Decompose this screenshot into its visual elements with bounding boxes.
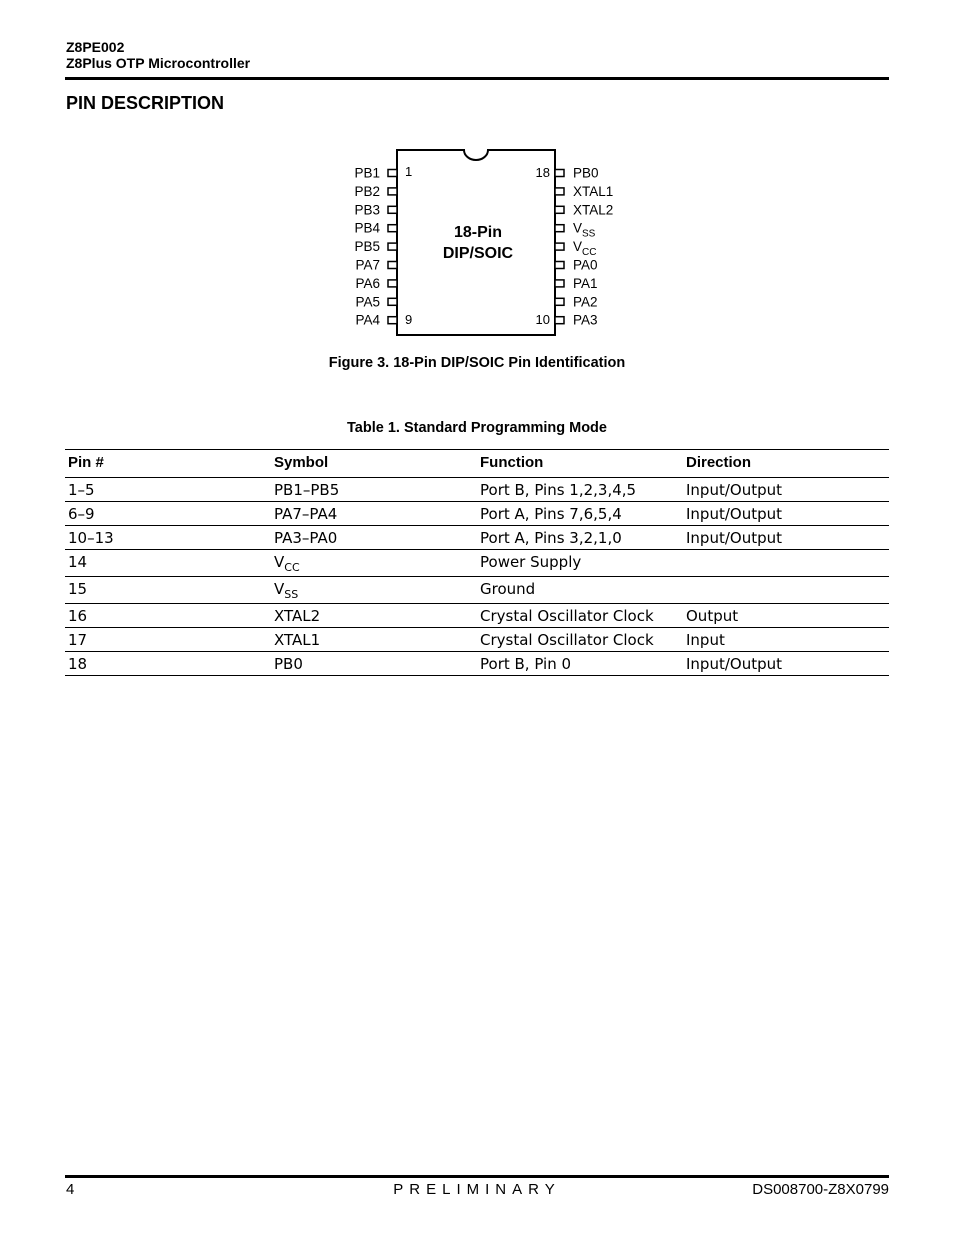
- pin-number-18: 18: [535, 165, 550, 180]
- right-pin-name: XTAL2: [573, 202, 614, 218]
- direction-cell: [683, 577, 889, 604]
- pin-cell-text: 17: [68, 631, 88, 649]
- right-pin-label: [573, 313, 598, 328]
- left-pin-label: PA6: [355, 275, 380, 291]
- package-label-line1: 18-Pin: [453, 224, 503, 241]
- header-rule: [65, 77, 889, 80]
- left-pin-label: PB3: [354, 202, 380, 218]
- pin-stub: [555, 243, 564, 250]
- left-pin-label: PB1: [354, 165, 380, 181]
- pin-cell-text: 16: [68, 607, 88, 625]
- header-part-number: Z8PE002: [66, 39, 125, 55]
- pin-stub: [555, 262, 564, 269]
- right-pin-label: [573, 258, 598, 273]
- left-pin-group: [354, 166, 397, 328]
- symbol-cell: [271, 604, 477, 628]
- pin-cell: [65, 577, 271, 604]
- function-cell: [477, 478, 683, 502]
- right-pin-name: PA2: [573, 294, 598, 310]
- direction-cell-text: Input/Output: [686, 529, 782, 547]
- pin-cell-text: 14: [68, 553, 88, 571]
- pin-stub: [555, 280, 564, 287]
- left-pin-label: PB2: [354, 183, 380, 199]
- table-row: [65, 526, 889, 550]
- symbol-cell: [271, 628, 477, 652]
- function-cell-text: Port A, Pins 7,6,5,4: [480, 505, 622, 523]
- pin-stub: [388, 262, 397, 269]
- table-row: [65, 604, 889, 628]
- pin-number-10: 10: [535, 312, 550, 327]
- pin-cell-text: 1–5: [68, 481, 95, 499]
- header-function: Function: [477, 450, 683, 478]
- symbol-cell: [271, 526, 477, 550]
- pin-stub: [388, 170, 397, 177]
- pin-stub: [388, 280, 397, 287]
- right-pin-subscript: CC: [582, 247, 597, 259]
- pin-cell: [65, 478, 271, 502]
- pin-cell: [65, 550, 271, 577]
- table-body: [65, 478, 889, 676]
- page-number: 4: [66, 1181, 75, 1198]
- symbol-cell-text: PB1–PB5: [274, 481, 340, 499]
- function-cell-text: Power Supply: [480, 553, 582, 571]
- pin-stub: [388, 206, 397, 213]
- right-pin-subscript: SS: [582, 228, 596, 240]
- pin-cell: [65, 628, 271, 652]
- pin-stub: [388, 188, 397, 195]
- symbol-cell-text: XTAL2: [274, 607, 321, 625]
- direction-cell: [683, 550, 889, 577]
- direction-cell-text: Input: [686, 631, 725, 649]
- header-symbol: Symbol: [271, 450, 477, 478]
- right-pin-name: PB0: [573, 165, 599, 181]
- function-cell: [477, 526, 683, 550]
- right-pin-label: [573, 202, 613, 217]
- pin-stub: [388, 243, 397, 250]
- pin-stub: [555, 317, 564, 324]
- pin-cell: [65, 502, 271, 526]
- programming-mode-table: [65, 449, 889, 676]
- package-label-line2: DIP/SOIC: [442, 245, 514, 262]
- symbol-subscript: CC: [284, 561, 300, 574]
- chip-body: [397, 150, 555, 335]
- right-pin-label: [573, 184, 613, 199]
- symbol-cell-text: XTAL1: [274, 631, 321, 649]
- function-cell-text: Port A, Pins 3,2,1,0: [480, 529, 622, 547]
- right-pin-name: PA0: [573, 257, 598, 273]
- symbol-cell-text: PA3–PA0: [274, 529, 338, 547]
- section-title: PIN DESCRIPTION: [66, 93, 225, 113]
- function-cell: [477, 628, 683, 652]
- pin-stub: [555, 298, 564, 305]
- pin-stub: [388, 317, 397, 324]
- left-pin-label: PB4: [354, 220, 380, 236]
- right-pin-name: PA1: [573, 275, 598, 291]
- document-id: DS008700-Z8X0799: [752, 1181, 889, 1198]
- pin-number-9: 9: [405, 312, 413, 327]
- footer-rule: [65, 1175, 889, 1178]
- function-cell: [477, 604, 683, 628]
- function-cell-text: Ground: [480, 580, 536, 598]
- right-pin-label: [573, 166, 599, 181]
- pin-cell-text: 6–9: [68, 505, 95, 523]
- pin-stub: [388, 225, 397, 232]
- right-pin-name: PA3: [573, 312, 598, 328]
- right-pin-group: [555, 166, 613, 328]
- right-pin-label: [573, 221, 596, 240]
- right-pin-label: [573, 239, 596, 258]
- symbol-cell-text: V: [274, 580, 285, 598]
- symbol-subscript: SS: [284, 588, 299, 601]
- pin-stub: [555, 206, 564, 213]
- pin-stub: [555, 188, 564, 195]
- symbol-cell: [271, 577, 477, 604]
- header-product-name: Z8Plus OTP Microcontroller: [66, 55, 251, 71]
- table-row: [65, 502, 889, 526]
- pin-cell: [65, 652, 271, 676]
- direction-cell: [683, 526, 889, 550]
- function-cell: [477, 652, 683, 676]
- function-cell: [477, 502, 683, 526]
- left-pin-label: PA7: [355, 257, 380, 273]
- direction-cell: [683, 652, 889, 676]
- pin-cell-text: 10–13: [68, 529, 114, 547]
- header-direction: Direction: [683, 450, 889, 478]
- left-pin-label: PA4: [355, 312, 380, 328]
- table-row: [65, 652, 889, 676]
- table-row: [65, 550, 889, 577]
- table-header-row: [65, 450, 889, 478]
- pin-stub: [555, 170, 564, 177]
- table-row: [65, 577, 889, 604]
- pin-number-1: 1: [405, 164, 413, 179]
- function-cell-text: Crystal Oscillator Clock: [480, 607, 654, 625]
- pin-cell-text: 18: [68, 655, 88, 673]
- pin-cell: [65, 604, 271, 628]
- direction-cell: [683, 478, 889, 502]
- right-pin-name: V: [573, 220, 583, 236]
- table-caption: Table 1. Standard Programming Mode: [347, 420, 607, 436]
- pin-cell: [65, 526, 271, 550]
- function-cell-text: Port B, Pins 1,2,3,4,5: [480, 481, 637, 499]
- pin-cell-text: 15: [68, 580, 88, 598]
- symbol-cell: [271, 478, 477, 502]
- direction-cell: [683, 502, 889, 526]
- function-cell: [477, 550, 683, 577]
- table-row: [65, 478, 889, 502]
- left-pin-label: PB5: [354, 239, 380, 255]
- direction-cell-text: Output: [686, 607, 739, 625]
- symbol-cell-text: PB0: [274, 655, 303, 673]
- symbol-cell-text: V: [274, 553, 285, 571]
- direction-cell-text: Input/Output: [686, 505, 782, 523]
- symbol-cell: [271, 652, 477, 676]
- right-pin-name: XTAL1: [573, 183, 614, 199]
- left-pin-label: PA5: [355, 294, 380, 310]
- right-pin-label: [573, 294, 598, 309]
- direction-cell-text: Input/Output: [686, 655, 782, 673]
- preliminary-label: PRELIMINARY: [393, 1181, 561, 1198]
- symbol-cell: [271, 502, 477, 526]
- symbol-cell: [271, 550, 477, 577]
- function-cell-text: Port B, Pin 0: [480, 655, 572, 673]
- figure-caption: Figure 3. 18-Pin DIP/SOIC Pin Identification: [328, 355, 626, 371]
- pin-stub: [388, 298, 397, 305]
- right-pin-label: [573, 276, 598, 291]
- pin-stub: [555, 225, 564, 232]
- table-row: [65, 628, 889, 652]
- direction-cell: [683, 604, 889, 628]
- direction-cell-text: Input/Output: [686, 481, 782, 499]
- pinout-diagram: [330, 140, 630, 345]
- right-pin-name: V: [573, 239, 583, 255]
- function-cell-text: Crystal Oscillator Clock: [480, 631, 654, 649]
- header-pin: Pin #: [65, 450, 271, 478]
- function-cell: [477, 577, 683, 604]
- symbol-cell-text: PA7–PA4: [274, 505, 338, 523]
- direction-cell: [683, 628, 889, 652]
